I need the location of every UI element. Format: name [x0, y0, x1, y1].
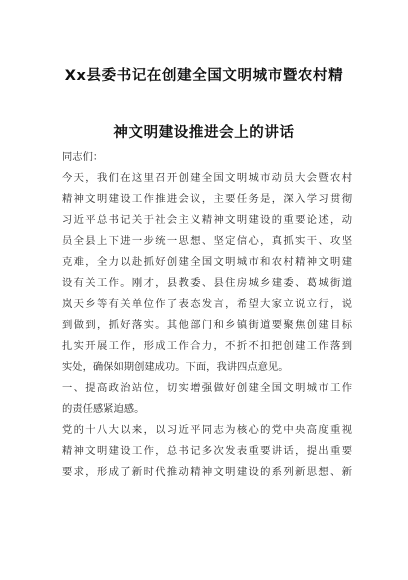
- body-line-3: 习近平总书记关于社会主义精神文明建设的重要论述，动: [62, 214, 352, 226]
- body-line-13: 要求，形成了新时代推动精神文明建设的系列新思想、新: [62, 466, 352, 478]
- body-line-5: 克难，全力以赴抓好创建全国文明城市和农村精神文明建: [62, 256, 352, 268]
- body-line-10: 实处，确保如期创建成功。下面，我讲四点意见。: [62, 361, 289, 373]
- body-line-6: 设有关工作。刚才，县教委、县住房城乡建委、葛城街道: [62, 277, 352, 289]
- section-heading-line-1: 一、提高政治站位，切实增强做好创建全国文明城市工作: [62, 382, 352, 394]
- body-line-9: 扎实开展工作，形成工作合力，不折不扣把创建工作落到: [62, 340, 352, 352]
- section-heading-line-2: 的责任感紧迫感。: [62, 403, 145, 415]
- document-title-line-1: Xx县委书记在创建全国文明城市暨农村精: [64, 68, 344, 84]
- salutation: 同志们：: [62, 151, 104, 163]
- body-line-12: 精神文明建设工作，总书记多次发表重要讲话，提出重要: [62, 445, 352, 457]
- body-line-8: 到做到，抓好落实。其他部门和乡镇街道要聚焦创建目标: [62, 319, 352, 331]
- body-line-1: 今天，我们在这里召开创建全国文明城市动员大会暨农村: [62, 172, 352, 184]
- body-line-7: 岚天乡等有关单位作了表态发言，希望大家立说立行，说: [62, 298, 352, 310]
- body-line-2: 精神文明建设工作推进会议，主要任务是，深入学习贯彻: [62, 193, 352, 205]
- body-line-11: 党的十八大以来，以习近平同志为核心的党中央高度重视: [62, 424, 352, 436]
- document-title-line-2: 神文明建设推进会上的讲话: [113, 125, 295, 141]
- body-line-4: 员全县上下进一步统一思想、坚定信心，真抓实干、攻坚: [62, 235, 352, 247]
